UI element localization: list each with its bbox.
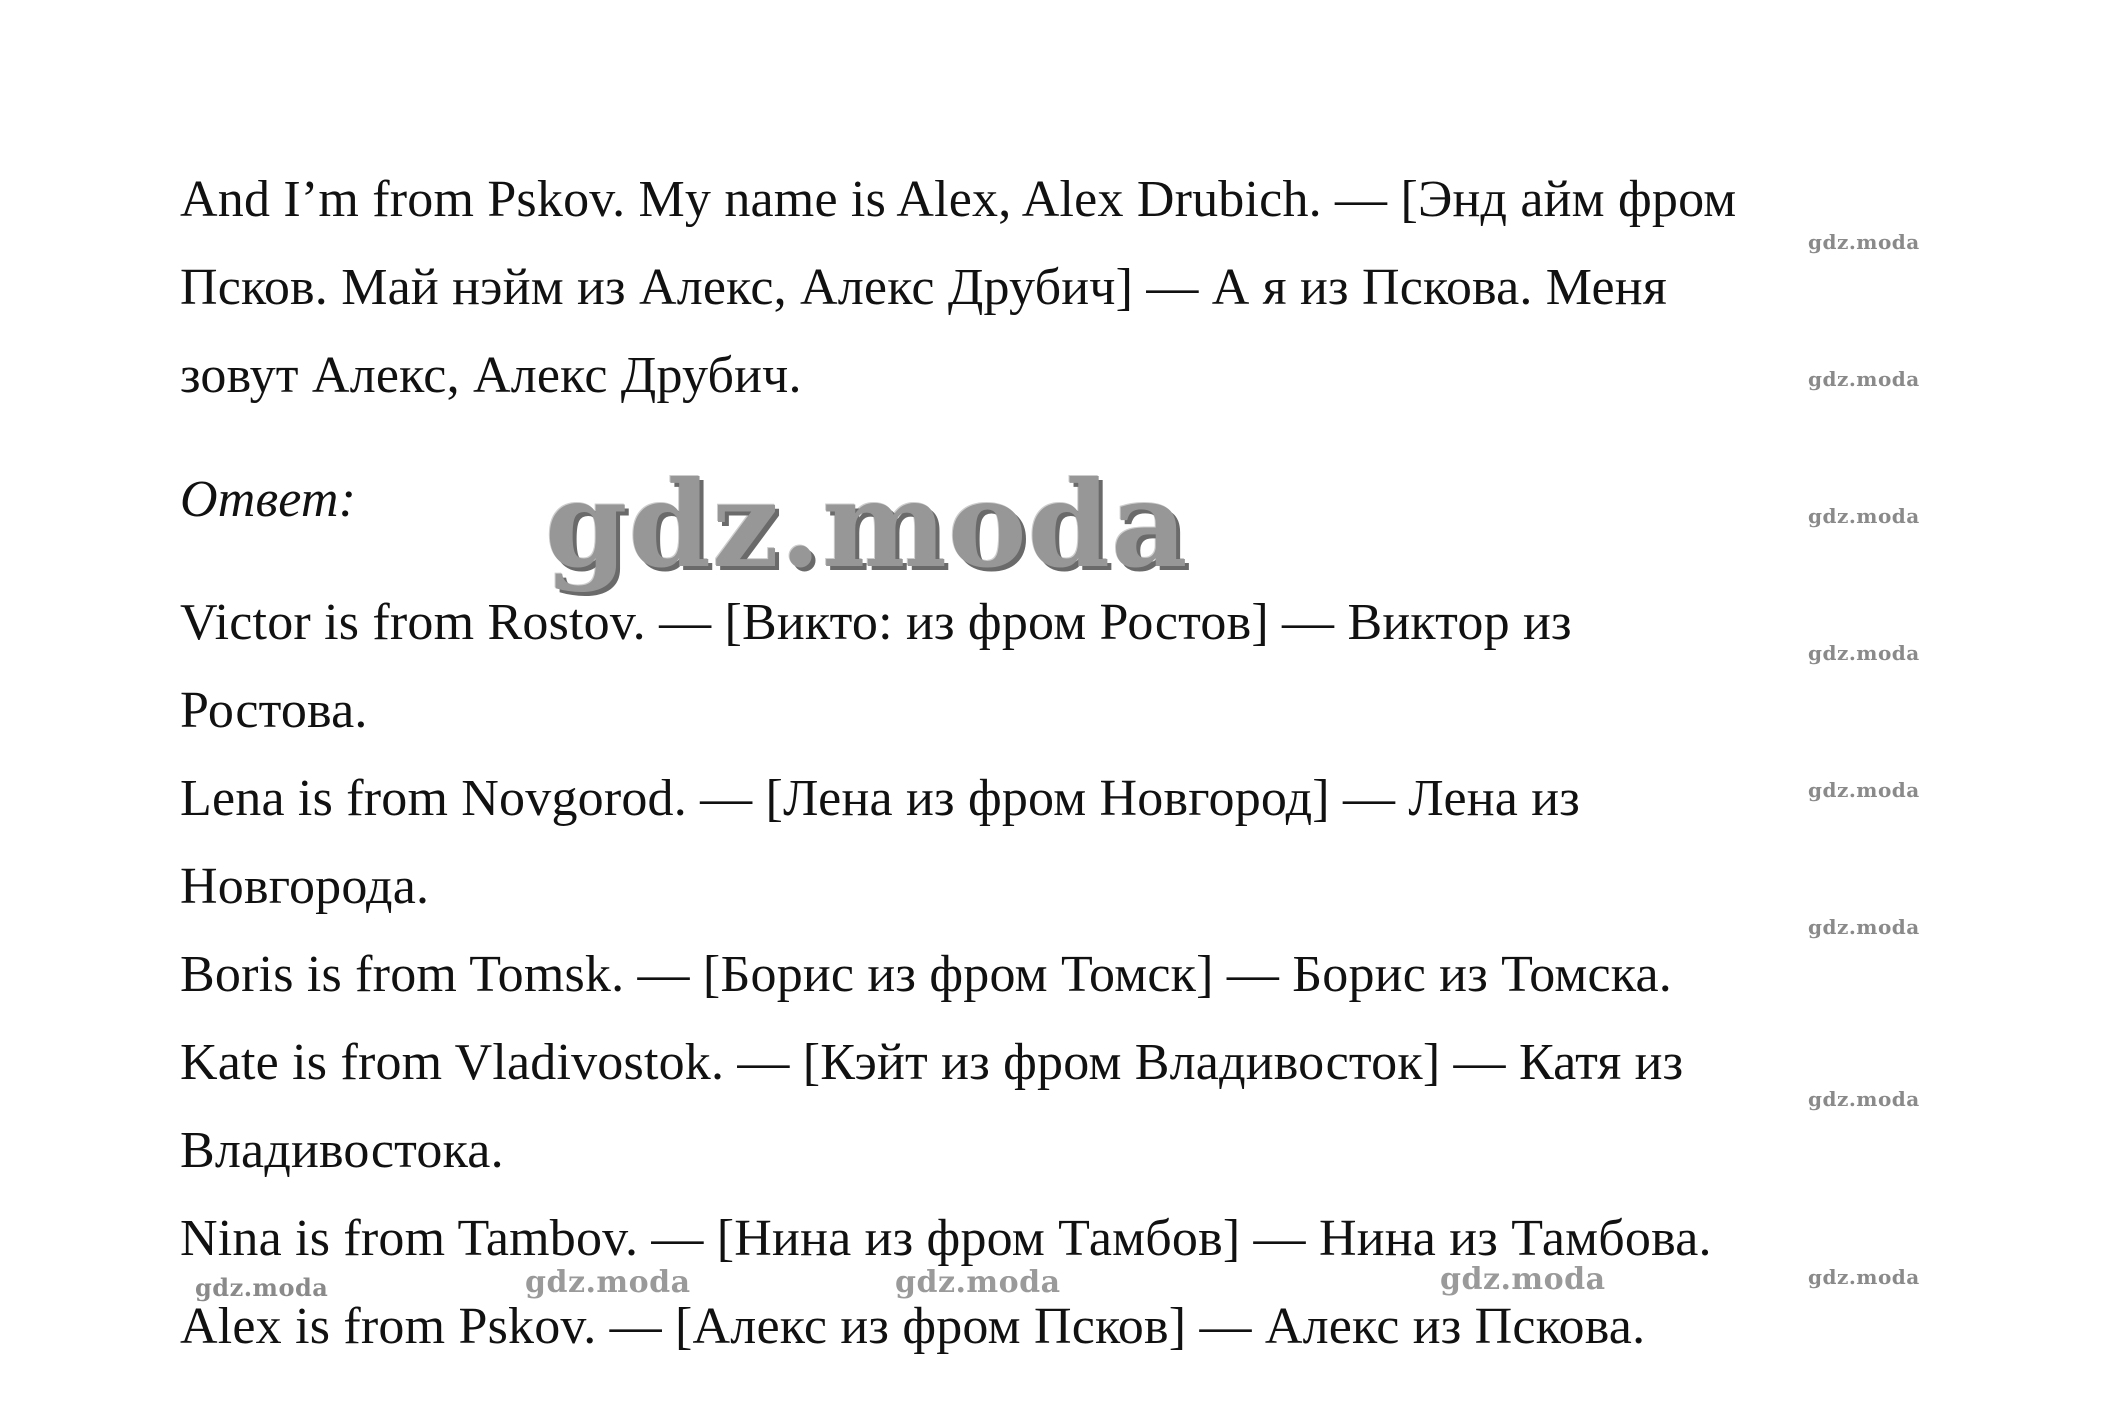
answer-line-3: Lena is from Novgorod. — [Лена из фром Новгород] — Лена из [180, 770, 1581, 827]
watermark-small: gdz.moda [1440, 1262, 1606, 1297]
watermark-logo: gdz.moda [545, 455, 1189, 594]
watermark-small: gdz.moda [525, 1265, 691, 1300]
watermark-small: gdz.moda [1808, 778, 1920, 802]
watermark-small: gdz.moda [1808, 915, 1920, 939]
watermark-small: gdz.moda [1808, 230, 1920, 254]
answer-line-7: Владивостока. [180, 1122, 504, 1179]
answer-line-8: Nina is from Tambov. — [Нина из фром Тамбов] — Нина из Тамбова. [180, 1210, 1712, 1267]
answer-line-2: Ростова. [180, 682, 368, 739]
watermark-small: gdz.moda [1808, 1265, 1920, 1289]
answer-line-5: Boris is from Tomsk. — [Борис из фром Томск] — Борис из Томска. [180, 946, 1672, 1003]
intro-line-1: And I’m from Pskov. My name is Alex, Alex Drubich. — [Энд айм фром [180, 171, 1737, 228]
watermark-small: gdz.moda [895, 1265, 1061, 1300]
watermark-small: gdz.moda [1808, 1087, 1920, 1111]
answer-line-4: Новгорода. [180, 858, 430, 915]
answer-line-1: Victor is from Rostov. — [Викто: из фром Ростов] — Виктор из [180, 594, 1572, 651]
intro-line-2: Псков. Май нэйм из Алекс, Алекс Друбич] — А я из Пскова. Меня [180, 259, 1667, 316]
answer-label: Ответ: [180, 471, 357, 528]
watermark-small: gdz.moda [1808, 641, 1920, 665]
watermark-small: gdz.moda [1808, 367, 1920, 391]
answer-line-9: Alex is from Pskov. — [Алекс из фром Псков] — Алекс из Пскова. [180, 1298, 1646, 1355]
intro-line-3: зовут Алекс, Алекс Друбич. [180, 347, 802, 404]
watermark-small: gdz.moda [1808, 504, 1920, 528]
answer-line-6: Kate is from Vladivostok. — [Кэйт из фром Владивосток] — Катя из [180, 1034, 1684, 1091]
watermark-small: gdz.moda [195, 1273, 329, 1302]
